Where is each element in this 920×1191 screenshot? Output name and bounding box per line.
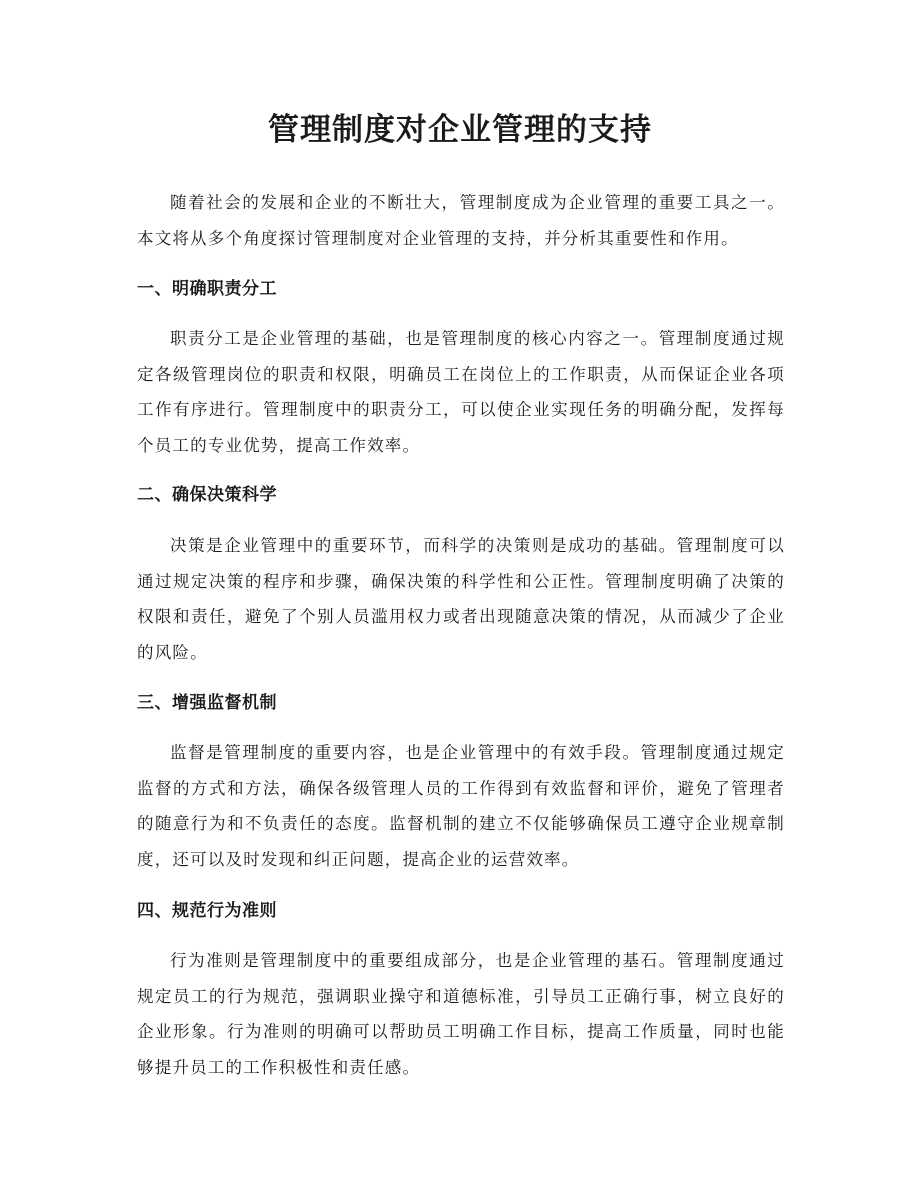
section-body-3: 监督是管理制度的重要内容，也是企业管理中的有效手段。管理制度通过规定监督的方式和方法，确保各级管理人员的工作得到有效监督和评价，避免了管理者的随意行为和不负责任的态度。监督机制的建立不仅能够确保员工遵守企业规章制度，还可以及时发现和纠正问题，提高企业的运营效率。 [137,743,785,869]
section-heading-4: 四、规范行为准则 [137,901,277,921]
section-heading-2: 二、确保决策科学 [137,485,277,505]
section-heading-3: 三、增强监督机制 [137,693,277,713]
section-body-1: 职责分工是企业管理的基础，也是管理制度的核心内容之一。管理制度通过规定各级管理岗位的职责和权限，明确员工在岗位上的工作职责，从而保证企业各项工作有序进行。管理制度中的职责分工，可以使企业实现任务的明确分配，发挥每个员工的专业优势，提高工作效率。 [137,329,785,455]
section-body-4: 行为准则是管理制度中的重要组成部分，也是企业管理的基石。管理制度通过规定员工的行为规范，强调职业操守和道德标准，引导员工正确行事，树立良好的企业形象。行为准则的明确可以帮助员工明确工作目标，提高工作质量，同时也能够提升员工的工作积极性和责任感。 [137,951,785,1077]
document-title: 管理制度对企业管理的支持 [268,112,652,148]
section-heading-1: 一、明确职责分工 [137,279,277,299]
intro-paragraph: 随着社会的发展和企业的不断壮大，管理制度成为企业管理的重要工具之一。本文将从多个角度探讨管理制度对企业管理的支持，并分析其重要性和作用。 [137,193,785,248]
section-body-2: 决策是企业管理中的重要环节，而科学的决策则是成功的基础。管理制度可以通过规定决策的程序和步骤，确保决策的科学性和公正性。管理制度明确了决策的权限和责任，避免了个别人员滥用权力或者出现随意决策的情况，从而减少了企业的风险。 [137,536,785,662]
